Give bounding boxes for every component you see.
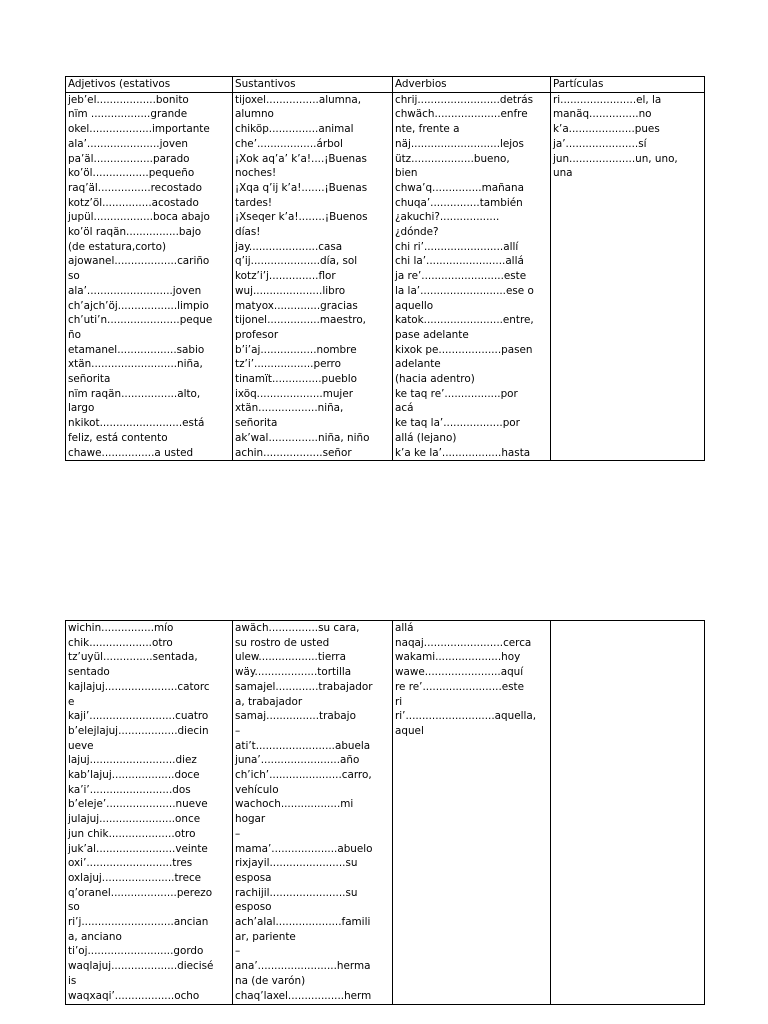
vocab-line: xtän..................niña,: [235, 402, 344, 415]
vocab-line: chaq’laxel.................herm: [235, 989, 372, 1002]
vocab-line: ixöq....................mujer: [235, 387, 353, 400]
vocab-line: tz’i’..................perro: [235, 358, 341, 371]
vocab-line: ka’i’.........................dos: [68, 783, 191, 796]
vocab-line: lajuj..........................diez: [68, 754, 197, 767]
vocab-line: –: [235, 724, 241, 737]
vocab-line: ach’alal....................famili: [235, 916, 371, 929]
vocab-line: chwäch....................enfre: [395, 108, 528, 121]
vocab-line: chi la’........................allá: [395, 255, 524, 268]
vocab-line: tz’uyül...............sentada,: [68, 651, 198, 664]
vocab-line: ulew..................tierra: [235, 651, 346, 664]
vocab-line: ri: [395, 695, 403, 708]
vocab-line: ak’wal...............niña, niño: [235, 431, 370, 444]
vocab-line: chiköp...............animal: [235, 123, 354, 136]
vocab-line: katok........................entre,: [395, 314, 534, 327]
vocab-line: ri’j............................ancian: [68, 916, 209, 929]
vocab-line: a, trabajador: [235, 695, 303, 708]
vocab-line: jeb’el..................bonito: [68, 93, 189, 106]
vocab-line: manäq...............no: [553, 108, 652, 121]
vocab-line: jun chik....................otro: [68, 827, 196, 840]
vocab-line: wakami....................hoy: [395, 651, 521, 664]
vocab-line: e: [68, 695, 75, 708]
vocab-line: näj...........................lejos: [395, 137, 524, 150]
vocab-line: che’..................árbol: [235, 137, 343, 150]
vocab-line: ar, pariente: [235, 930, 296, 943]
vocab-line: nïm raqän.................alto,: [68, 387, 201, 400]
vocab-line: ko’öl raqän................bajo: [68, 226, 202, 239]
vocab-line: chik...................otro: [68, 636, 173, 649]
vocab-line: xtän..........................niña,: [68, 358, 203, 371]
vocab-line: julajuj.......................once: [68, 813, 201, 826]
vocab-line: tijonel................maestro,: [235, 314, 366, 327]
vocab-line: señorita: [235, 417, 278, 430]
vocab-line: q’oranel....................perezo: [68, 886, 213, 899]
vocab-line: awäch...............su cara,: [235, 622, 360, 634]
vocab-line: so: [68, 901, 80, 914]
vocab-line: oxi’..........................tres: [68, 857, 193, 870]
vocab-line: ¡Xok aq’a’ k’a!....¡Buenas: [235, 152, 367, 165]
table-body-row: [66, 92, 705, 461]
vocab-line: esposo: [235, 901, 272, 914]
vocab-line: nïm ..................grande: [68, 108, 188, 121]
vocab-line: ¿dónde?: [395, 226, 439, 239]
vocab-line: okel...................importante: [68, 123, 210, 136]
vocab-line: matyox..............gracias: [235, 299, 358, 312]
vocab-line: ¡Xseqer k’a!........¡Buenos: [235, 211, 368, 224]
vocab-line: ko’öl.................pequeño: [68, 167, 195, 180]
vocab-line: ke taq la’..................por: [395, 417, 520, 430]
vocab-line: –: [235, 827, 241, 840]
vocab-line: nte, frente a: [395, 123, 460, 136]
vocab-line: etamanel..................sabio: [68, 343, 205, 356]
vocab-line: b’elejlajuj..................diecin: [68, 724, 209, 737]
vocab-line: ke taq re’.................por: [395, 387, 518, 400]
vocab-line: –: [235, 945, 241, 958]
vocab-line: acá: [395, 402, 414, 415]
vocab-line: juk’al........................veinte: [68, 842, 208, 855]
vocab-line: kotz’öl...............acostado: [68, 196, 199, 209]
vocab-line: tinamït...............pueblo: [235, 373, 357, 386]
vocab-line: ati’t........................abuela: [235, 739, 371, 752]
vocab-line: señorita: [68, 373, 111, 386]
vocab-line: nkikot.........................está: [68, 417, 205, 430]
vocab-line: largo: [68, 402, 95, 415]
adverbios-column-continued: [393, 621, 551, 1005]
vocab-line: wäy...................tortilla: [235, 666, 352, 679]
particulas-column-continued: [551, 621, 705, 1005]
vocab-line: ri’...........................aquella,: [395, 710, 537, 723]
vocab-line: na (de varón): [235, 974, 306, 987]
table-body-row: [66, 621, 705, 1005]
vocab-line: chawe................a usted: [68, 446, 194, 459]
vocab-line: allá (lejano): [395, 431, 457, 444]
vocab-line: ri.......................el, la: [553, 93, 662, 106]
vocab-line: a, anciano: [68, 930, 122, 943]
vocab-line: ueve: [68, 739, 94, 752]
vocabulary-table-2: [65, 620, 705, 1005]
vocab-line: tijoxel................alumna,: [235, 93, 362, 106]
vocab-line: adelante: [395, 358, 441, 371]
vocab-line: kixok pe...................pasen: [395, 343, 533, 356]
vocab-line: raq’äl................recostado: [68, 181, 202, 194]
vocab-line: samaj................trabajo: [235, 710, 356, 723]
vocab-line: esposa: [235, 871, 272, 884]
header-adverbios: Adverbios: [393, 77, 551, 93]
header-sustantivos: Sustantivos: [233, 77, 393, 93]
vocab-line: chrij.........................detrás: [395, 93, 534, 106]
vocab-line: ja’......................sí: [553, 137, 647, 150]
vocab-line: wawe.......................aquí: [395, 666, 524, 679]
vocab-line: juna’........................año: [235, 754, 360, 767]
vocab-line: hogar: [235, 813, 266, 826]
vocab-line: re re’........................este: [395, 680, 525, 693]
adverbios-column: [393, 92, 551, 461]
vocab-line: chi ri’........................allí: [395, 240, 519, 253]
vocab-line: wichin................mío: [68, 622, 174, 634]
vocab-line: b’eleje’.....................nueve: [68, 798, 208, 811]
vocab-line: ala’......................joven: [68, 137, 188, 150]
vocab-line: ala’..........................joven: [68, 284, 202, 297]
vocab-line: ütz...................bueno,: [395, 152, 510, 165]
vocab-line: ¿akuchi?..................: [395, 211, 500, 224]
vocab-line: rachijil.......................su: [235, 886, 358, 899]
vocab-line: noches!: [235, 167, 277, 180]
vocab-line: allá: [395, 622, 414, 634]
table-header-row: [66, 77, 705, 93]
vocab-line: ti’oj..........................gordo: [68, 945, 204, 958]
vocab-line: ajowanel...................cariño: [68, 255, 210, 268]
vocab-line: pase adelante: [395, 328, 469, 341]
vocab-line: ño: [68, 328, 81, 341]
vocab-line: ch’uti’n......................peque: [68, 314, 213, 327]
vocab-line: wuj.....................libro: [235, 284, 346, 297]
vocab-line: k’a....................pues: [553, 123, 660, 136]
vocab-line: q’ij.....................día, sol: [235, 255, 358, 268]
header-adjetivos: Adjetivos (estativos: [66, 77, 233, 93]
vocab-line: mama’....................abuelo: [235, 842, 373, 855]
vocab-line: rixjayil.......................su: [235, 857, 358, 870]
vocabulary-table-1: [65, 76, 705, 461]
vocab-line: naqaj........................cerca: [395, 636, 532, 649]
vocab-line: sentado: [68, 666, 110, 679]
header-particulas: Partículas: [551, 77, 705, 93]
vocab-line: días!: [235, 226, 261, 239]
vocab-line: (de estatura,corto): [68, 240, 167, 253]
vocab-line: is: [68, 974, 77, 987]
vocab-line: pa’äl..................parado: [68, 152, 190, 165]
vocab-line: kab’lajuj...................doce: [68, 769, 200, 782]
vocab-line: ¡Xqa q’ij k’a!.......¡Buenas: [235, 181, 368, 194]
vocab-line: alumno: [235, 108, 274, 121]
vocab-line: k’a ke la’..................hasta: [395, 446, 531, 459]
vocab-line: so: [68, 270, 80, 283]
vocab-line: ja re’.........................este: [395, 270, 527, 283]
vocab-line: waqxaqi’..................ocho: [68, 989, 200, 1002]
vocab-line: jay.....................casa: [235, 240, 343, 253]
adjetivos-column: [66, 92, 233, 461]
vocab-line: kajlajuj......................catorc: [68, 680, 210, 693]
vocab-line: bien: [395, 167, 418, 180]
vocab-line: ana’........................herma: [235, 960, 371, 973]
vocab-line: jun....................un, uno,: [553, 152, 678, 165]
vocab-line: su rostro de usted: [235, 636, 330, 649]
sustantivos-column-continued: [233, 621, 393, 1005]
vocab-line: aquello: [395, 299, 434, 312]
vocab-line: aquel: [395, 724, 424, 737]
adjetivos-column-continued: [66, 621, 233, 1005]
vocab-line: kaji’..........................cuatro: [68, 710, 209, 723]
sustantivos-column: [233, 92, 393, 461]
vocab-line: ch’ich’......................carro,: [235, 769, 372, 782]
vocab-line: feliz, está contento: [68, 431, 168, 444]
particulas-column: [551, 92, 705, 461]
vocab-line: la la’..........................ese o: [395, 284, 534, 297]
vocab-line: profesor: [235, 328, 279, 341]
vocab-line: tardes!: [235, 196, 273, 209]
vocab-line: vehículo: [235, 783, 279, 796]
vocab-line: chwa’q...............mañana: [395, 181, 525, 194]
vocab-line: waqlajuj....................diecisé: [68, 960, 214, 973]
vocab-line: samajel.............trabajador: [235, 680, 373, 693]
vocab-line: jupül..................boca abajo: [68, 211, 210, 224]
vocab-line: b’i’aj.................nombre: [235, 343, 357, 356]
vocab-line: una: [553, 167, 573, 180]
vocab-line: chuqa’...............también: [395, 196, 523, 209]
vocab-line: achin..................señor: [235, 446, 352, 459]
vocab-line: (hacia adentro): [395, 373, 475, 386]
vocab-line: wachoch..................mi: [235, 798, 354, 811]
vocab-line: ch’ajch’öj..................limpio: [68, 299, 209, 312]
vocab-line: oxlajuj......................trece: [68, 871, 202, 884]
vocab-line: kotz’i’j...............flor: [235, 270, 336, 283]
